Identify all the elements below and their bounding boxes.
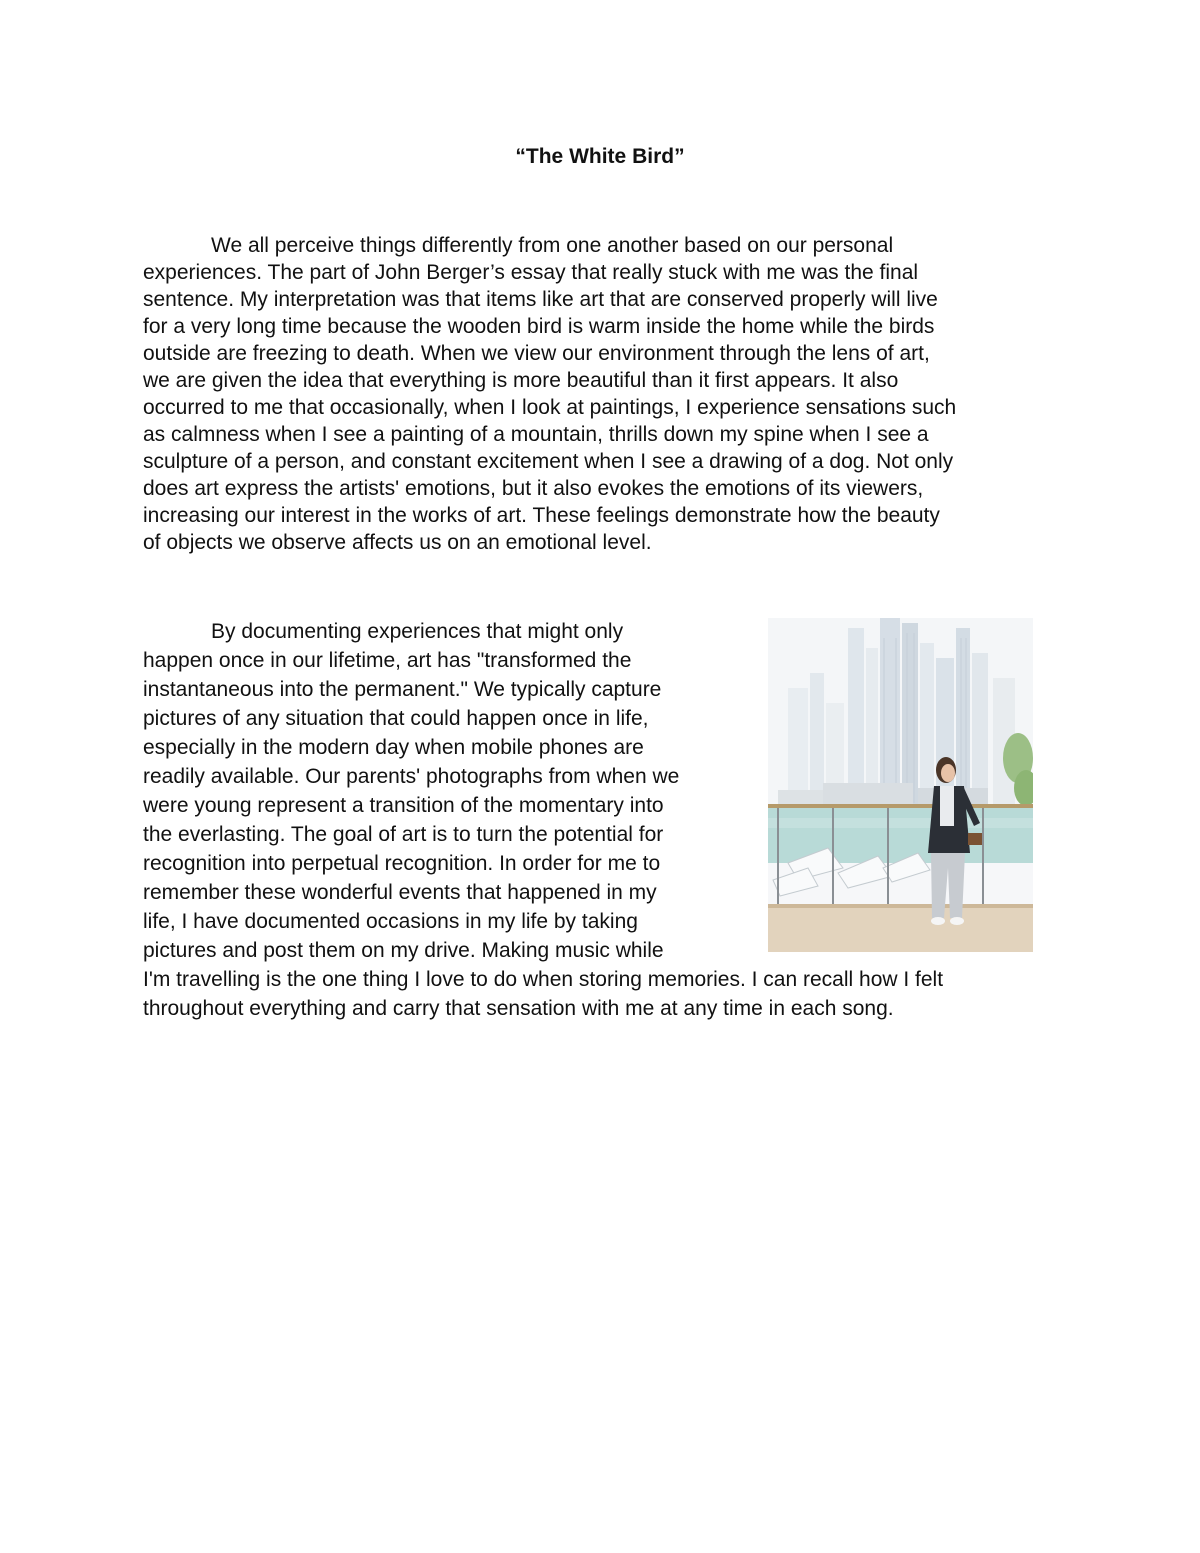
text-line: were young represent a transition of the momentary into: [143, 794, 664, 817]
text-line: especially in the modern day when mobile phones are: [143, 736, 644, 759]
text-line: pictures and post them on my drive. Making music while: [143, 939, 664, 962]
text-line: does art express the artists' emotions, but it also evokes the emotions of its viewers,: [143, 477, 924, 500]
text-line: experiences. The part of John Berger’s essay that really stuck with me was the final: [143, 261, 919, 284]
text-line: as calmness when I see a painting of a mountain, thrills down my spine when I see a: [143, 423, 929, 446]
text-line: for a very long time because the wooden bird is warm inside the home while the birds: [143, 315, 935, 338]
text-line: sculpture of a person, and constant excitement when I see a drawing of a dog. Not only: [143, 450, 954, 473]
text-line: I'm travelling is the one thing I love to do when storing memories. I can recall how I felt: [143, 968, 944, 991]
page-title: “The White Bird”: [515, 145, 685, 168]
text-line: By documenting experiences that might only: [211, 620, 624, 643]
text-line: of objects we observe affects us on an emotional level.: [143, 531, 652, 554]
text-line: the everlasting. The goal of art is to turn the potential for: [143, 823, 664, 846]
text-line: happen once in our lifetime, art has "transformed the: [143, 649, 632, 672]
text-line: increasing our interest in the works of art. These feelings demonstrate how the beauty: [143, 504, 940, 527]
text-line: We all perceive things differently from one another based on our personal: [211, 234, 894, 257]
text-line: remember these wonderful events that happened in my: [143, 881, 657, 904]
text-line: we are given the idea that everything is more beautiful than it first appears. It also: [143, 369, 899, 392]
text-line: outside are freezing to death. When we view our environment through the lens of art,: [143, 342, 930, 365]
marina-photo: [768, 618, 1033, 952]
text-line: life, I have documented occasions in my life by taking: [143, 910, 638, 933]
text-line: instantaneous into the permanent." We typically capture: [143, 678, 662, 701]
text-line: recognition into perpetual recognition. In order for me to: [143, 852, 661, 875]
text-line: throughout everything and carry that sensation with me at any time in each song.: [143, 997, 894, 1020]
text-line: pictures of any situation that could happen once in life,: [143, 707, 649, 730]
text-line: sentence. My interpretation was that items like art that are conserved properly will live: [143, 288, 938, 311]
text-line: readily available. Our parents' photographs from when we: [143, 765, 680, 788]
text-line: occurred to me that occasionally, when I look at paintings, I experience sensations such: [143, 396, 957, 419]
